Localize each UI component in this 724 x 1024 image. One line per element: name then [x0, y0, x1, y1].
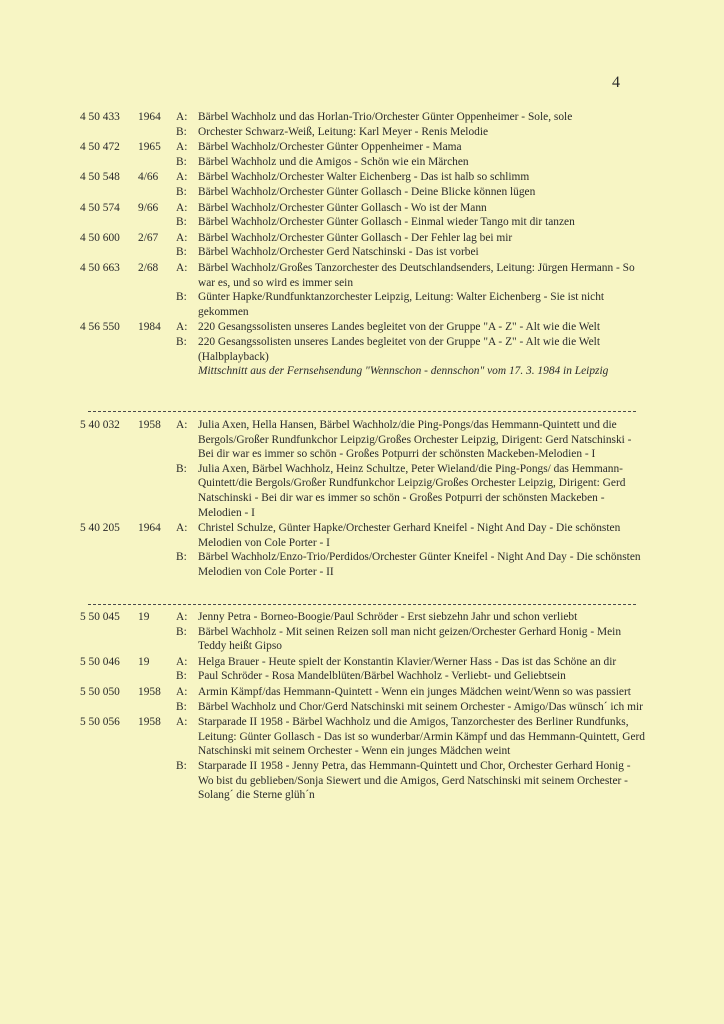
track-text: Bärbel Wachholz/Orchester Gerd Natschinski - Das ist vorbei: [198, 246, 479, 259]
release-year: 1964: [138, 111, 161, 123]
catalog-number: 4 50 574: [80, 201, 120, 214]
track-row: [80, 155, 645, 170]
catalog-number: [80, 185, 138, 200]
discography-section-1: [80, 110, 645, 380]
spacer: [80, 364, 138, 379]
track-row: [80, 700, 645, 715]
spacer: [138, 364, 176, 379]
track-row: [80, 521, 645, 550]
side-label: B:: [176, 155, 187, 168]
side-label: B:: [176, 551, 187, 564]
recording-note: Mittschnitt aus der Fernsehsendung "Wennschon - dennschon" vom 17. 3. 1984 in Leipzig: [198, 365, 609, 378]
discography-section-3: [80, 610, 645, 804]
catalog-number: 4 50 663: [80, 261, 120, 274]
track-row: [80, 231, 645, 246]
track-text: Bärbel Wachholz/Orchester Günter Gollasch - Einmal wieder Tango mit dir tanzen: [198, 216, 575, 229]
track-text: Julia Axen, Hella Hansen, Bärbel Wachholz/die Ping-Pongs/das Hemmann-Quintett und die Bergols/Großer Rundfunkchor Leipzig/Großes Orchester Leipzig, Dirigent: Gerd Natschinski - Bei dir war es immer so schön - Großes Potpurri der schönsten Mackeben-Melodien - I: [198, 419, 632, 461]
track-text: Bärbel Wachholz und Chor/Gerd Natschinski mit seinem Orchester - Amigo/Das wünsch´ ich mir: [198, 700, 643, 713]
catalog-number: [80, 125, 138, 140]
track-row: [80, 759, 645, 803]
track-text: 220 Gesangssolisten unseres Landes begleitet von der Gruppe "A - Z" - Alt wie die Welt: [198, 321, 601, 334]
release-year: [138, 155, 176, 170]
track-row: [80, 245, 645, 260]
catalog-number: [80, 700, 138, 715]
side-label: A:: [176, 201, 188, 214]
release-year: 1984: [138, 321, 161, 334]
track-text: Bärbel Wachholz und die Amigos - Schön wie ein Märchen: [198, 155, 469, 168]
catalog-number: 5 50 056: [80, 716, 120, 729]
side-label: A:: [176, 611, 188, 623]
release-year: 1958: [138, 716, 161, 729]
side-label: B:: [176, 462, 187, 475]
side-label: A:: [176, 685, 188, 698]
track-row: [80, 185, 645, 200]
catalog-number: 5 50 046: [80, 655, 120, 668]
side-label: A:: [176, 655, 188, 668]
side-label: A:: [176, 111, 188, 123]
track-text: Jenny Petra - Borneo-Boogie/Paul Schröder - Erst siebzehn Jahr und schon verliebt: [198, 611, 578, 623]
note-row: [80, 364, 645, 379]
track-text: Armin Kämpf/das Hemmann-Quintett - Wenn ein junges Mädchen weint/Wenn so was passiert: [198, 685, 631, 698]
record-entry: [80, 261, 645, 319]
catalog-number: 4 56 550: [80, 321, 120, 334]
side-label: B:: [176, 759, 187, 772]
catalog-number: [80, 759, 138, 803]
release-year: [138, 185, 176, 200]
release-year: [138, 759, 176, 803]
spacer: [176, 364, 198, 379]
page-number: 4: [612, 74, 620, 91]
catalog-number: 4 50 548: [80, 171, 120, 184]
catalog-number: 5 40 032: [80, 419, 120, 431]
track-text: Bärbel Wachholz/Orchester Günter Gollasch - Deine Blicke können lügen: [198, 185, 536, 198]
side-label: A:: [176, 522, 188, 535]
track-row: [80, 418, 645, 462]
release-year: 1964: [138, 522, 161, 535]
section-divider: [88, 411, 636, 412]
track-text: Bärbel Wachholz/Orchester Günter Oppenheimer - Mama: [198, 141, 462, 154]
track-row: [80, 655, 645, 670]
release-year: 1958: [138, 685, 161, 698]
catalog-number: [80, 215, 138, 230]
track-row: [80, 462, 645, 520]
discography-section-2: [80, 418, 645, 581]
release-year: [138, 669, 176, 684]
side-label: A:: [176, 171, 188, 184]
release-year: 19: [138, 655, 150, 668]
catalog-number: 4 50 472: [80, 141, 120, 154]
release-year: 9/66: [138, 201, 159, 214]
record-entry: [80, 170, 645, 199]
side-label: B:: [176, 125, 187, 138]
release-year: [138, 125, 176, 140]
record-entry: [80, 231, 645, 260]
track-text: Bärbel Wachholz und das Horlan-Trio/Orchester Günter Oppenheimer - Sole, sole: [198, 111, 573, 123]
catalog-number: [80, 550, 138, 579]
track-row: [80, 685, 645, 700]
track-text: Bärbel Wachholz/Enzo-Trio/Perdidos/Orchester Günter Kneifel - Night And Day - Die schönsten Melodien von Cole Porter - II: [198, 551, 641, 578]
track-row: [80, 110, 645, 125]
record-entry: [80, 610, 645, 654]
catalog-number: 5 40 205: [80, 522, 120, 535]
record-entry: [80, 418, 645, 520]
track-row: [80, 170, 645, 185]
track-row: [80, 215, 645, 230]
catalog-number: [80, 155, 138, 170]
track-row: [80, 290, 645, 319]
track-text: Helga Brauer - Heute spielt der Konstantin Klavier/Werner Hass - Das ist das Schöne an dir: [198, 655, 617, 668]
track-text: 220 Gesangssolisten unseres Landes begleitet von der Gruppe "A - Z" - Alt wie die Welt (Halbplayback): [198, 335, 601, 363]
track-text: Bärbel Wachholz/Großes Tanzorchester des Deutschlandsenders, Leitung: Jürgen Hermann - So war es, und so wird es immer sein: [198, 261, 635, 289]
release-year: [138, 290, 176, 319]
track-text: Bärbel Wachholz/Orchester Günter Gollasch - Der Fehler lag bei mir: [198, 231, 513, 244]
release-year: 2/67: [138, 231, 159, 244]
track-text: Christel Schulze, Günter Hapke/Orchester Gerhard Kneifel - Night And Day - Die schönsten Melodien von Cole Porter - I: [198, 522, 621, 549]
track-row: [80, 550, 645, 579]
side-label: B:: [176, 700, 187, 713]
side-label: A:: [176, 141, 188, 154]
release-year: 1965: [138, 141, 161, 154]
record-entry: [80, 110, 645, 139]
track-row: [80, 201, 645, 216]
release-year: 1958: [138, 419, 161, 431]
track-text: Orchester Schwarz-Weiß, Leitung: Karl Meyer - Renis Melodie: [198, 125, 489, 138]
track-text: Starparade II 1958 - Bärbel Wachholz und die Amigos, Tanzorchester des Berliner Rundfunks, Leitung: Günter Gollasch - Das ist so wunderbar/Armin Kämpf und das Hemmann-Quintett, Gerd Natschinski mit seinem Orchester - Wenn ein junges Mädchen weint: [198, 716, 645, 758]
track-text: Bärbel Wachholz/Orchester Günter Gollasch - Wo ist der Mann: [198, 201, 487, 214]
side-label: B:: [176, 291, 187, 304]
catalog-number: 4 50 433: [80, 111, 120, 123]
side-label: A:: [176, 716, 188, 729]
track-text: Bärbel Wachholz/Orchester Walter Eichenberg - Das ist halb so schlimm: [198, 171, 530, 184]
catalog-number: 5 50 045: [80, 611, 120, 623]
catalog-number: [80, 290, 138, 319]
track-row: [80, 610, 645, 625]
release-year: 19: [138, 611, 150, 623]
track-row: [80, 320, 645, 335]
track-text: Paul Schröder - Rosa Mandelblüten/Bärbel Wachholz - Verliebt- und Geliebtsein: [198, 670, 566, 683]
record-entry: [80, 140, 645, 169]
catalog-number: 5 50 050: [80, 685, 120, 698]
record-entry: [80, 521, 645, 579]
record-entry: [80, 655, 645, 684]
side-label: B:: [176, 670, 187, 683]
track-text: Julia Axen, Bärbel Wachholz, Heinz Schultze, Peter Wieland/die Ping-Pongs/ das Hemmann-Quintett/die Bergols/Großer Rundfunkchor Leipzig/Großes Orchester Leipzig, Dirigent: Gerd Natschinski - Bei dir war es immer so schön - Großes Potpurri der schönsten Mackeben - Melodien - I: [198, 462, 626, 519]
track-text: Starparade II 1958 - Jenny Petra, das Hemmann-Quintett und Chor, Orchester Gerhard Honig - Wo bist du geblieben/Sonja Siewert und die Amigos, Gerd Natschinski mit seinem Orchester - Solang´ die Sterne glüh´n: [198, 759, 631, 802]
side-label: B:: [176, 625, 187, 638]
side-label: B:: [176, 185, 187, 198]
side-label: B:: [176, 216, 187, 229]
track-row: [80, 715, 645, 759]
side-label: B:: [176, 246, 187, 259]
release-year: [138, 215, 176, 230]
catalog-number: [80, 245, 138, 260]
track-row: [80, 335, 645, 364]
track-row: [80, 625, 645, 654]
catalog-number: 4 50 600: [80, 231, 120, 244]
release-year: 2/68: [138, 261, 159, 274]
release-year: [138, 245, 176, 260]
record-entry: [80, 685, 645, 714]
side-label: A:: [176, 419, 188, 431]
side-label: B:: [176, 335, 187, 348]
release-year: 4/66: [138, 171, 159, 184]
track-row: [80, 261, 645, 290]
release-year: [138, 625, 176, 654]
track-text: Bärbel Wachholz - Mit seinen Reizen soll man nicht geizen/Orchester Gerhard Honig - Mein Teddy heißt Gipso: [198, 625, 622, 653]
record-entry: [80, 715, 645, 803]
track-row: [80, 140, 645, 155]
release-year: [138, 462, 176, 520]
release-year: [138, 700, 176, 715]
catalog-number: [80, 335, 138, 364]
track-row: [80, 669, 645, 684]
release-year: [138, 335, 176, 364]
side-label: A:: [176, 321, 188, 334]
section-divider: [88, 604, 636, 605]
catalog-number: [80, 625, 138, 654]
record-entry: [80, 320, 645, 378]
side-label: A:: [176, 261, 188, 274]
release-year: [138, 550, 176, 579]
side-label: A:: [176, 231, 188, 244]
track-row: [80, 125, 645, 140]
track-text: Günter Hapke/Rundfunktanzorchester Leipzig, Leitung: Walter Eichenberg - Sie ist nicht gekommen: [198, 291, 605, 318]
catalog-number: [80, 462, 138, 520]
catalog-number: [80, 669, 138, 684]
record-entry: [80, 201, 645, 230]
